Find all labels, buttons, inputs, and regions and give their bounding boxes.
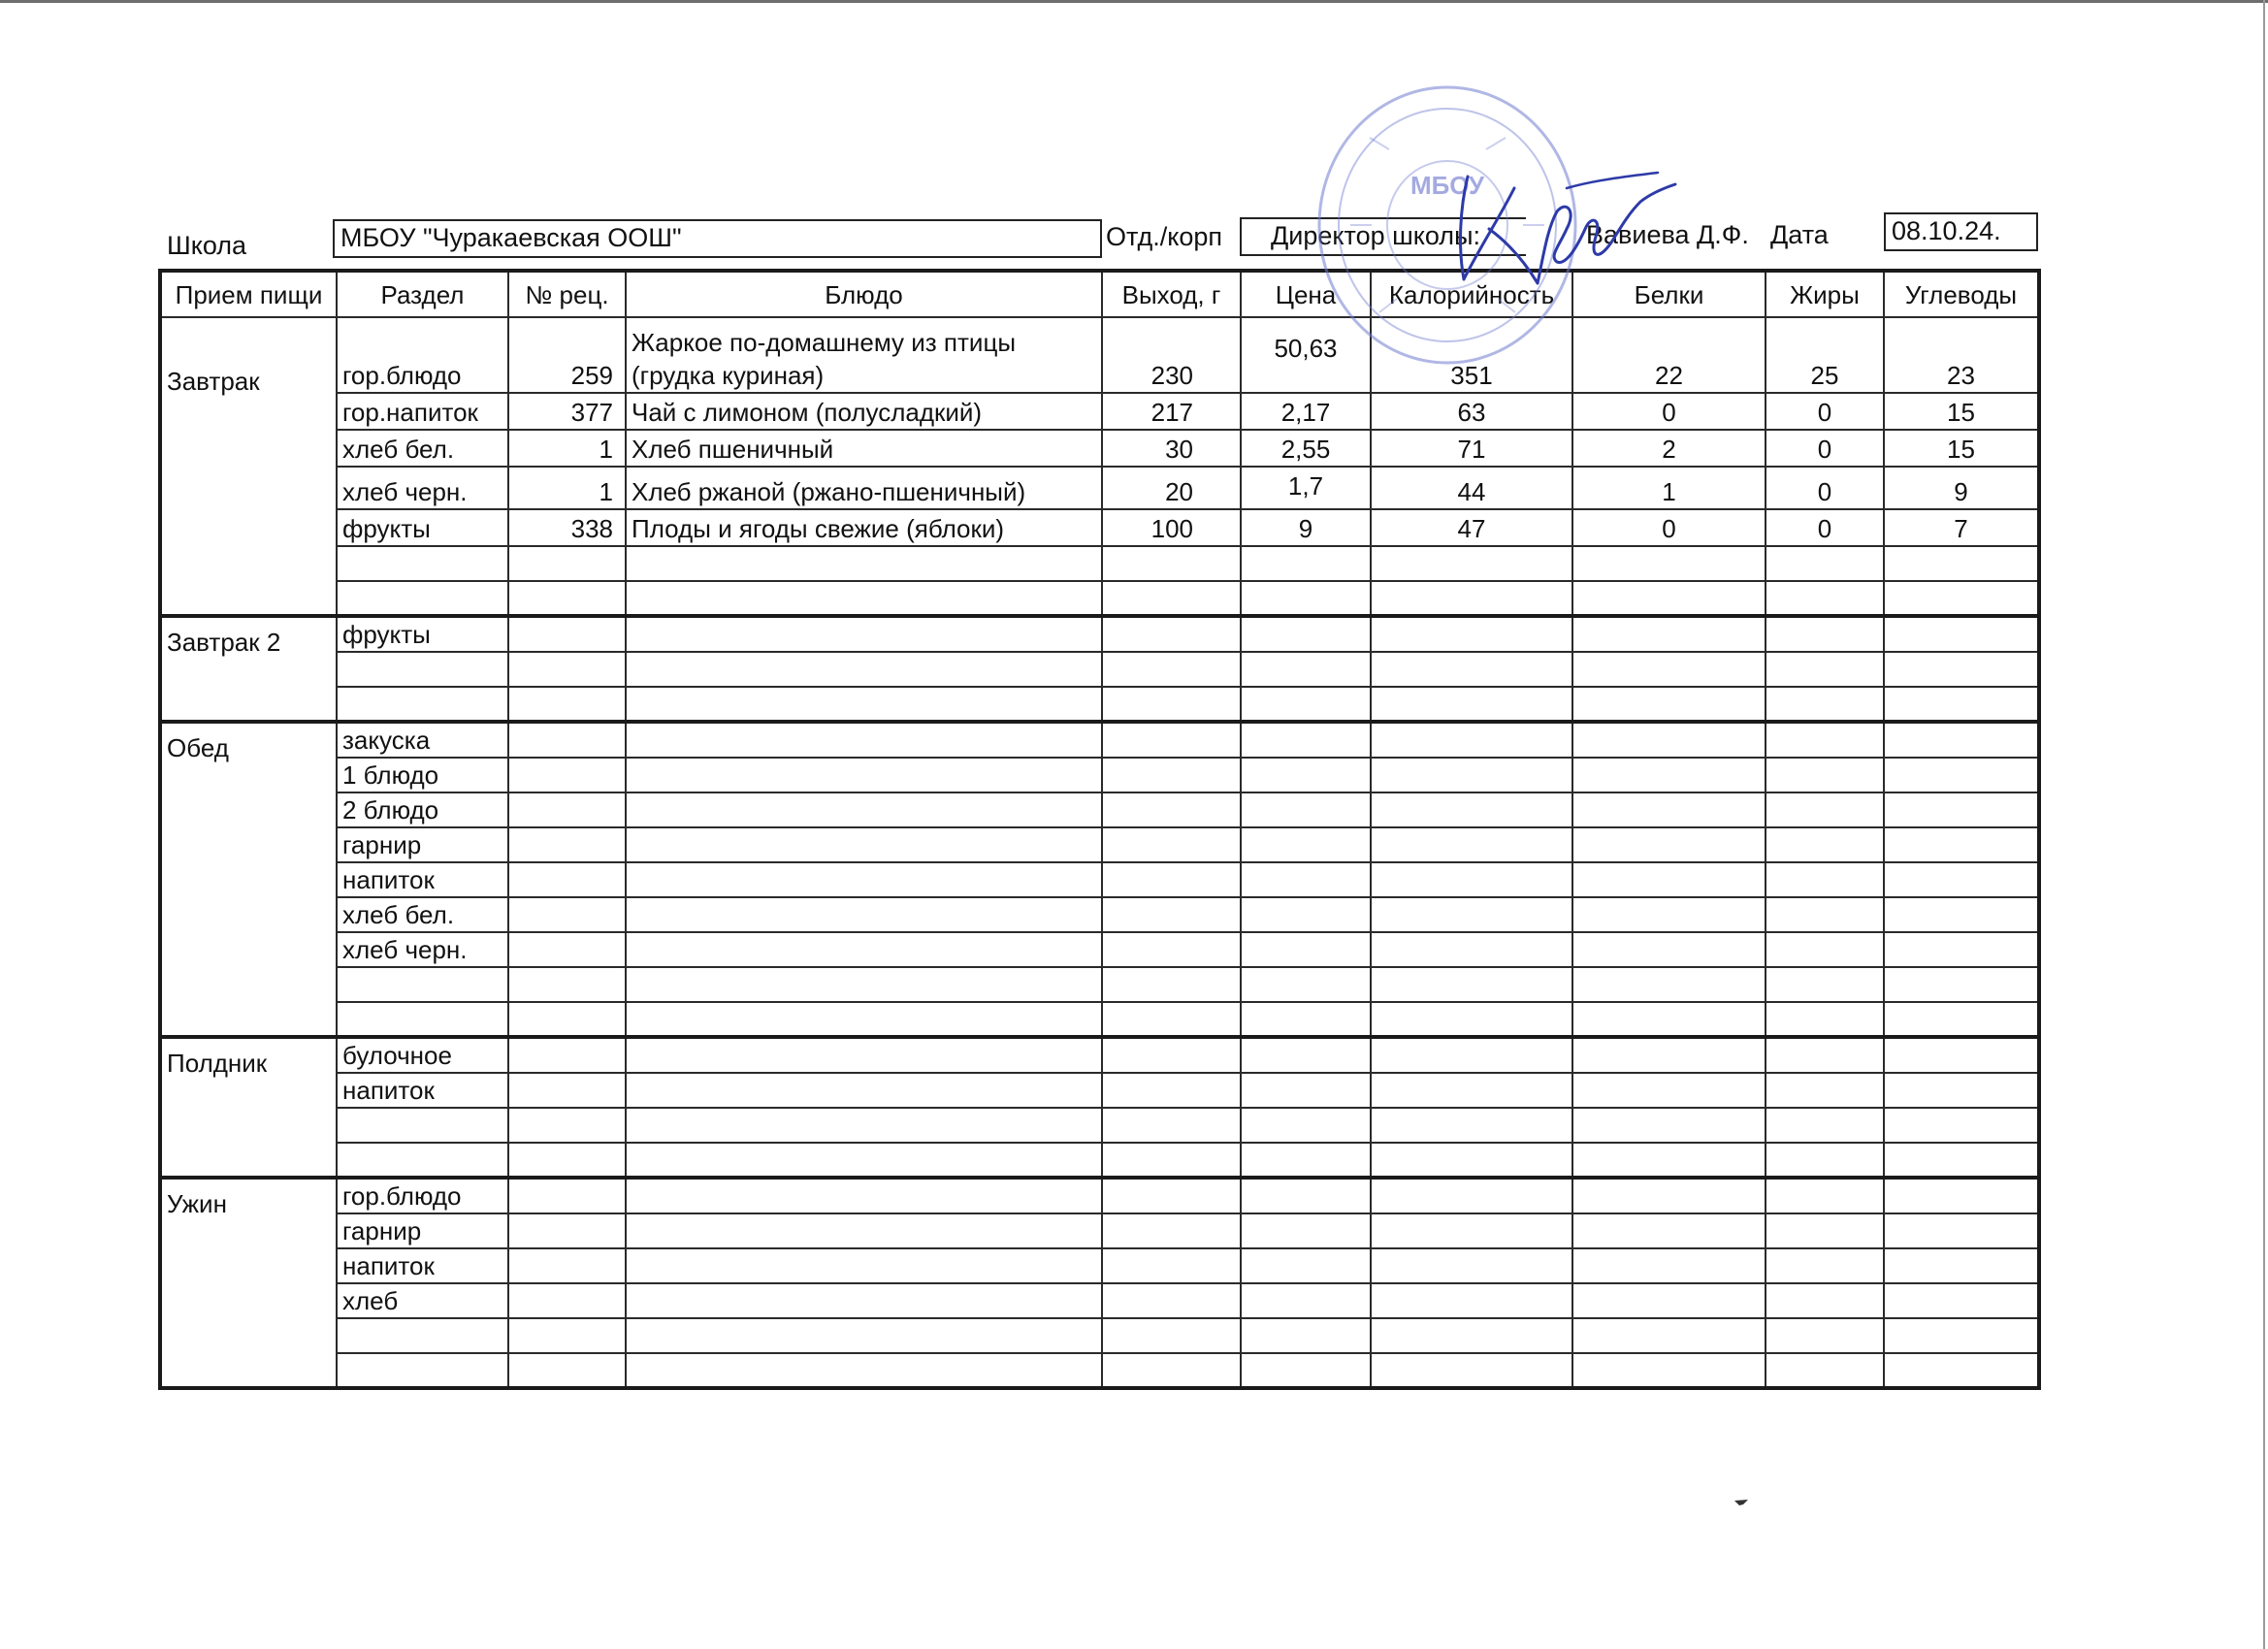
table-row bbox=[160, 897, 2039, 932]
recipe-cell: 259 bbox=[508, 317, 626, 393]
recipe-cell: 338 bbox=[508, 509, 626, 546]
meal-breakfast: Завтрак bbox=[160, 317, 337, 616]
scan-right-edge bbox=[2263, 0, 2265, 1649]
section-cell: хлеб бел. bbox=[337, 430, 508, 467]
table-row bbox=[160, 827, 2039, 862]
weight-cell: 30 bbox=[1102, 430, 1241, 467]
date-label: Дата bbox=[1770, 220, 1829, 249]
table-row bbox=[160, 1037, 2039, 1073]
table-row bbox=[160, 932, 2039, 967]
header-row bbox=[160, 271, 2039, 317]
dept-field[interactable]: Директор школы: bbox=[1240, 217, 1526, 256]
table-row bbox=[160, 687, 2039, 722]
section-cell: 1 блюдо bbox=[337, 758, 508, 792]
school-label: Школа bbox=[167, 231, 247, 260]
signer-name: Вавиева Д.Ф. bbox=[1586, 220, 1749, 249]
scan-speck bbox=[1734, 1499, 1748, 1506]
table-row bbox=[160, 509, 2039, 546]
protein-cell: 0 bbox=[1572, 393, 1766, 430]
dish-cell: Чай с лимоном (полусладкий) bbox=[626, 393, 1102, 430]
dish-cell: Плоды и ягоды свежие (яблоки) bbox=[626, 509, 1102, 546]
calories-cell: 63 bbox=[1371, 393, 1572, 430]
recipe-cell: 1 bbox=[508, 467, 626, 509]
section-cell: гор.блюдо bbox=[337, 1178, 508, 1213]
table-row bbox=[160, 546, 2039, 581]
table-row bbox=[160, 652, 2039, 687]
price-cell: 2,17 bbox=[1241, 393, 1371, 430]
table-row bbox=[160, 1143, 2039, 1178]
fat-cell: 0 bbox=[1766, 509, 1884, 546]
carbs-cell: 23 bbox=[1884, 317, 2039, 393]
carbs-cell: 7 bbox=[1884, 509, 2039, 546]
price-cell: 9 bbox=[1241, 509, 1371, 546]
table-row bbox=[160, 581, 2039, 616]
dish-cell: Хлеб ржаной (ржано-пшеничный) bbox=[626, 467, 1102, 509]
table-row bbox=[160, 317, 2039, 393]
price-cell: 1,7 bbox=[1241, 467, 1371, 509]
protein-cell: 22 bbox=[1572, 317, 1766, 393]
table-row bbox=[160, 1002, 2039, 1037]
table-row bbox=[160, 1318, 2039, 1353]
table-row bbox=[160, 1213, 2039, 1248]
col-header-carbs: Углеводы bbox=[1884, 271, 2039, 317]
table-row bbox=[160, 467, 2039, 509]
section-cell: хлеб бел. bbox=[337, 897, 508, 932]
protein-cell: 0 bbox=[1572, 509, 1766, 546]
fat-cell: 0 bbox=[1766, 430, 1884, 467]
table-row bbox=[160, 722, 2039, 758]
price-cell: 50,63 bbox=[1241, 317, 1371, 393]
fat-cell: 25 bbox=[1766, 317, 1884, 393]
section-cell: напиток bbox=[337, 1248, 508, 1283]
section-cell: булочное bbox=[337, 1037, 508, 1073]
table-row bbox=[160, 862, 2039, 897]
section-cell: закуска bbox=[337, 722, 508, 758]
section-cell: хлеб черн. bbox=[337, 932, 508, 967]
table-row bbox=[160, 616, 2039, 652]
dish-cell: Жаркое по-домашнему из птицы (грудка куриная) bbox=[626, 317, 1102, 393]
meal-snack: Полдник bbox=[160, 1037, 337, 1178]
carbs-cell: 9 bbox=[1884, 467, 2039, 509]
table-row bbox=[160, 967, 2039, 1002]
section-cell: гарнир bbox=[337, 1213, 508, 1248]
col-header-meal: Прием пищи bbox=[160, 271, 337, 317]
recipe-cell: 1 bbox=[508, 430, 626, 467]
school-field[interactable]: МБОУ "Чуракаевская ООШ" bbox=[333, 219, 1102, 258]
col-header-section: Раздел bbox=[337, 271, 508, 317]
col-header-dish: Блюдо bbox=[626, 271, 1102, 317]
table-row bbox=[160, 1108, 2039, 1143]
table-row bbox=[160, 1248, 2039, 1283]
section-cell: гор.напиток bbox=[337, 393, 508, 430]
calories-cell: 351 bbox=[1371, 317, 1572, 393]
section-cell: 2 блюдо bbox=[337, 792, 508, 827]
dish-cell: Хлеб пшеничный bbox=[626, 430, 1102, 467]
section-cell: напиток bbox=[337, 862, 508, 897]
section-cell: гарнир bbox=[337, 827, 508, 862]
calories-cell: 71 bbox=[1371, 430, 1572, 467]
section-cell: фрукты bbox=[337, 509, 508, 546]
weight-cell: 230 bbox=[1102, 317, 1241, 393]
meal-breakfast-2: Завтрак 2 bbox=[160, 616, 337, 722]
calories-cell: 47 bbox=[1371, 509, 1572, 546]
weight-cell: 217 bbox=[1102, 393, 1241, 430]
menu-table bbox=[158, 269, 2041, 1390]
table-row bbox=[160, 1178, 2039, 1213]
svg-text:МБОУ: МБОУ bbox=[1409, 171, 1485, 200]
carbs-cell: 15 bbox=[1884, 393, 2039, 430]
section-cell: фрукты bbox=[337, 616, 508, 652]
dept-label: Отд./корп bbox=[1106, 222, 1222, 251]
table-row bbox=[160, 1353, 2039, 1388]
recipe-cell: 377 bbox=[508, 393, 626, 430]
protein-cell: 2 bbox=[1572, 430, 1766, 467]
meal-lunch: Обед bbox=[160, 722, 337, 1037]
col-header-price: Цена bbox=[1241, 271, 1371, 317]
protein-cell: 1 bbox=[1572, 467, 1766, 509]
table-row bbox=[160, 1073, 2039, 1108]
weight-cell: 100 bbox=[1102, 509, 1241, 546]
carbs-cell: 15 bbox=[1884, 430, 2039, 467]
table-row bbox=[160, 758, 2039, 792]
section-cell: хлеб черн. bbox=[337, 467, 508, 509]
col-header-protein: Белки bbox=[1572, 271, 1766, 317]
weight-cell: 20 bbox=[1102, 467, 1241, 509]
fat-cell: 0 bbox=[1766, 467, 1884, 509]
date-field[interactable]: 08.10.24. bbox=[1884, 212, 2038, 251]
table-row bbox=[160, 792, 2039, 827]
col-header-weight: Выход, г bbox=[1102, 271, 1241, 317]
col-header-calories: Калорийность bbox=[1371, 271, 1572, 317]
calories-cell: 44 bbox=[1371, 467, 1572, 509]
table-row bbox=[160, 1283, 2039, 1318]
fat-cell: 0 bbox=[1766, 393, 1884, 430]
section-cell: гор.блюдо bbox=[337, 317, 508, 393]
table-row bbox=[160, 430, 2039, 467]
section-cell: хлеб bbox=[337, 1283, 508, 1318]
meal-dinner: Ужин bbox=[160, 1178, 337, 1388]
table-row bbox=[160, 393, 2039, 430]
price-cell: 2,55 bbox=[1241, 430, 1371, 467]
scan-top-edge bbox=[0, 0, 2268, 3]
section-cell: напиток bbox=[337, 1073, 508, 1108]
col-header-fat: Жиры bbox=[1766, 271, 1884, 317]
col-header-recipe: № рец. bbox=[508, 271, 626, 317]
